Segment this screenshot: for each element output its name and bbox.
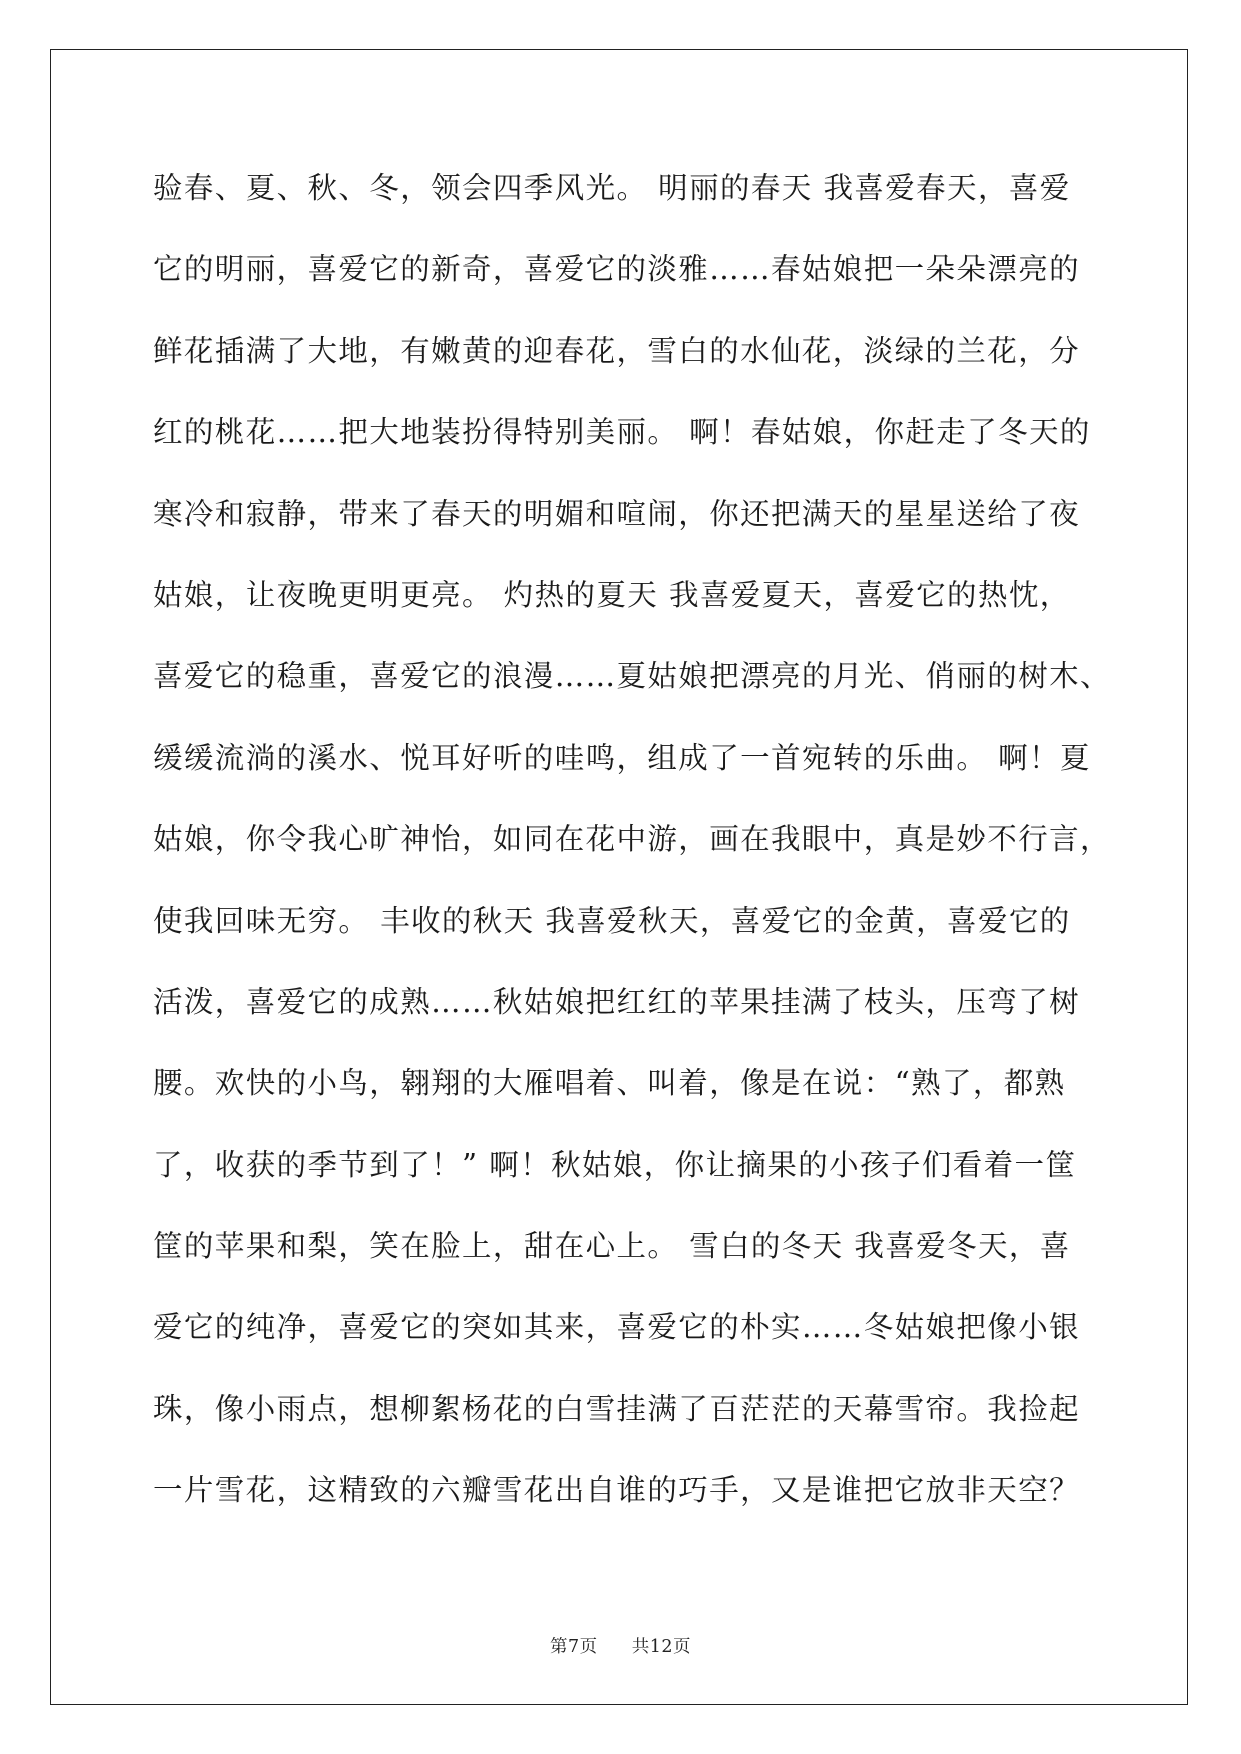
page-footer [0, 1633, 1241, 1658]
text-line: 使我回味无穷。 丰收的秋天 我喜爱秋天，喜爱它的金黄，喜爱它的 [153, 903, 1071, 938]
text-line: 爱它的纯净，喜爱它的突如其来，喜爱它的朴实……冬姑娘把像小银 [153, 1310, 1081, 1345]
text-line: 筐的苹果和梨，笑在脸上，甜在心上。 雪白的冬天 我喜爱冬天，喜 [153, 1229, 1071, 1264]
text-line: 它的明丽，喜爱它的新奇，喜爱它的淡雅……春姑娘把一朵朵漂亮的 [153, 252, 1081, 287]
text-line: 喜爱它的稳重，喜爱它的浪漫……夏姑娘把漂亮的月光、俏丽的树木、 [153, 659, 1111, 694]
text-line: 珠，像小雨点，想柳絮杨花的白雪挂满了百茫茫的天幕雪帘。我捡起 [153, 1391, 1081, 1426]
text-line: 了，收获的季节到了！” 啊！秋姑娘，你让摘果的小孩子们看着一筐 [153, 1147, 1077, 1182]
text-line: 验春、夏、秋、冬，领会四季风光。 明丽的春天 我喜爱春天，喜爱 [153, 171, 1071, 205]
text-line: 红的桃花……把大地装扮得特别美丽。 啊！春姑娘，你赶走了冬天的 [153, 415, 1091, 450]
text-line: 姑娘，让夜晚更明更亮。 灼热的夏天 我喜爱夏天，喜爱它的热忱， [153, 577, 1071, 612]
text-line: 一片雪花，这精致的六瓣雪花出自谁的巧手，又是谁把它放非天空？ [153, 1473, 1081, 1508]
page-number: 第7页 [549, 1637, 598, 1657]
page-total: 共12页 [631, 1637, 692, 1657]
text-line: 鲜花插满了大地，有嫩黄的迎春花，雪白的水仙花，淡绿的兰花，分 [153, 333, 1081, 368]
text-line: 寒冷和寂静，带来了春天的明媚和喧闹，你还把满天的星星送给了夜 [153, 496, 1081, 531]
text-line: 缓缓流淌的溪水、悦耳好听的哇鸣，组成了一首宛转的乐曲。 啊！夏 [153, 740, 1091, 775]
document-body [153, 158, 1111, 1542]
text-line: 姑娘，你令我心旷神怡，如同在花中游，画在我眼中，真是妙不行言， [153, 822, 1111, 857]
text-line: 活泼，喜爱它的成熟……秋姑娘把红红的苹果挂满了枝头，压弯了树 [153, 984, 1081, 1019]
text-line: 腰。欢快的小鸟，翱翔的大雁唱着、叫着，像是在说：“熟了，都熟 [153, 1066, 1066, 1101]
